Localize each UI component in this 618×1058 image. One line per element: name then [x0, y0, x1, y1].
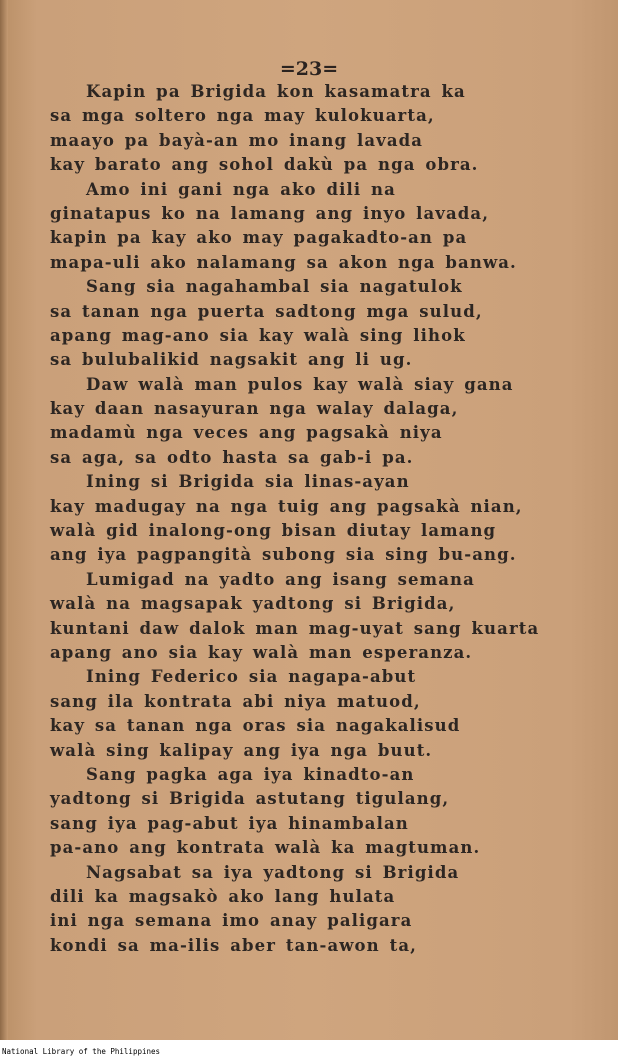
poem-line: kay sa tanan nga oras sia nagakalisud: [50, 716, 461, 736]
poem-line: walà sing kalipay ang iya nga buut.: [50, 740, 433, 760]
poem-line: sa aga, sa odto hasta sa gab-i pa.: [50, 447, 414, 467]
stanza: [50, 80, 570, 178]
poem-line: walà na magsapak yadtong si Brigida,: [50, 594, 456, 614]
poem-line: walà gid inalong-ong bisan diutay lamang: [50, 521, 497, 541]
stanza: [50, 665, 570, 763]
poem-line: Sang pagka aga iya kinadto-an: [86, 764, 415, 784]
stanza: [50, 470, 570, 568]
stanza: [50, 178, 570, 276]
stanza: [50, 763, 570, 861]
poem-line: sa mga soltero nga may kulokuarta,: [50, 106, 435, 126]
poem-line: apang mag-ano sia kay walà sing lihok: [50, 325, 466, 345]
poem-line: ginatapus ko na lamang ang inyo lavada,: [50, 203, 490, 223]
poem-line: kay madugay na nga tuig ang pagsakà nian,: [50, 496, 523, 516]
poem-line: sa tanan nga puerta sadtong mga sulud,: [50, 301, 483, 321]
poem-line: apang ano sia kay walà man esperanza.: [50, 642, 473, 662]
stanza: [50, 861, 570, 959]
poem-line: Sang sia nagahambal sia nagatulok: [86, 277, 463, 297]
poem-line: dili ka magsakò ako lang hulata: [50, 886, 396, 906]
poem-line: yadtong si Brigida astutang tigulang,: [50, 789, 450, 809]
poem-line: ang iya pagpangità subong sia sing bu-ang.: [50, 545, 517, 565]
poem-line: kay daan nasayuran nga walay dalaga,: [50, 399, 459, 419]
poem-line: maayo pa bayà-an mo inang lavada: [50, 130, 424, 150]
poem-line: Amo ini gani nga ako dili na: [86, 179, 396, 199]
page-number: =23=: [279, 58, 339, 80]
stanza: [50, 568, 570, 666]
poem-line: sang iya pag-abut iya hinambalan: [50, 813, 409, 833]
poem-line: sang ila kontrata abi niya matuod,: [50, 691, 421, 711]
poem-line: Ining Federico sia nagapa-abut: [86, 667, 417, 687]
poem-line: mapa-uli ako nalamang sa akon nga banwa.: [50, 252, 517, 272]
poem-line: kapin pa kay ako may pagakadto-an pa: [50, 228, 468, 248]
poem-line: kuntani daw dalok man mag-uyat sang kuarta: [50, 618, 540, 638]
poem-line: madamù nga veces ang pagsakà niya: [50, 423, 443, 443]
poem-line: Lumigad na yadto ang isang semana: [86, 569, 475, 589]
footer-credit: National Library of the Philippines: [2, 1047, 161, 1056]
page-spine-shadow: [0, 0, 8, 1040]
poem-line: sa bulubalikid nagsakit ang li ug.: [50, 350, 413, 370]
poem-line: pa-ano ang kontrata walà ka magtuman.: [50, 838, 481, 858]
poem-line: Kapin pa Brigida kon kasamatra ka: [86, 82, 466, 101]
stanza: [50, 275, 570, 373]
stanza: [50, 373, 570, 471]
footer-bar: [0, 1040, 618, 1058]
poem-line: Daw walà man pulos kay walà siay gana: [86, 374, 514, 394]
poem-line: Ining si Brigida sia linas-ayan: [86, 472, 410, 492]
poem-body: [50, 80, 570, 958]
poem-line: kondi sa ma-ilis aber tan-awon ta,: [50, 935, 417, 955]
poem-line: Nagsabat sa iya yadtong si Brigida: [86, 862, 460, 882]
poem-line: kay barato ang sohol dakù pa nga obra.: [50, 155, 479, 175]
poem-line: ini nga semana imo anay paligara: [50, 911, 413, 931]
